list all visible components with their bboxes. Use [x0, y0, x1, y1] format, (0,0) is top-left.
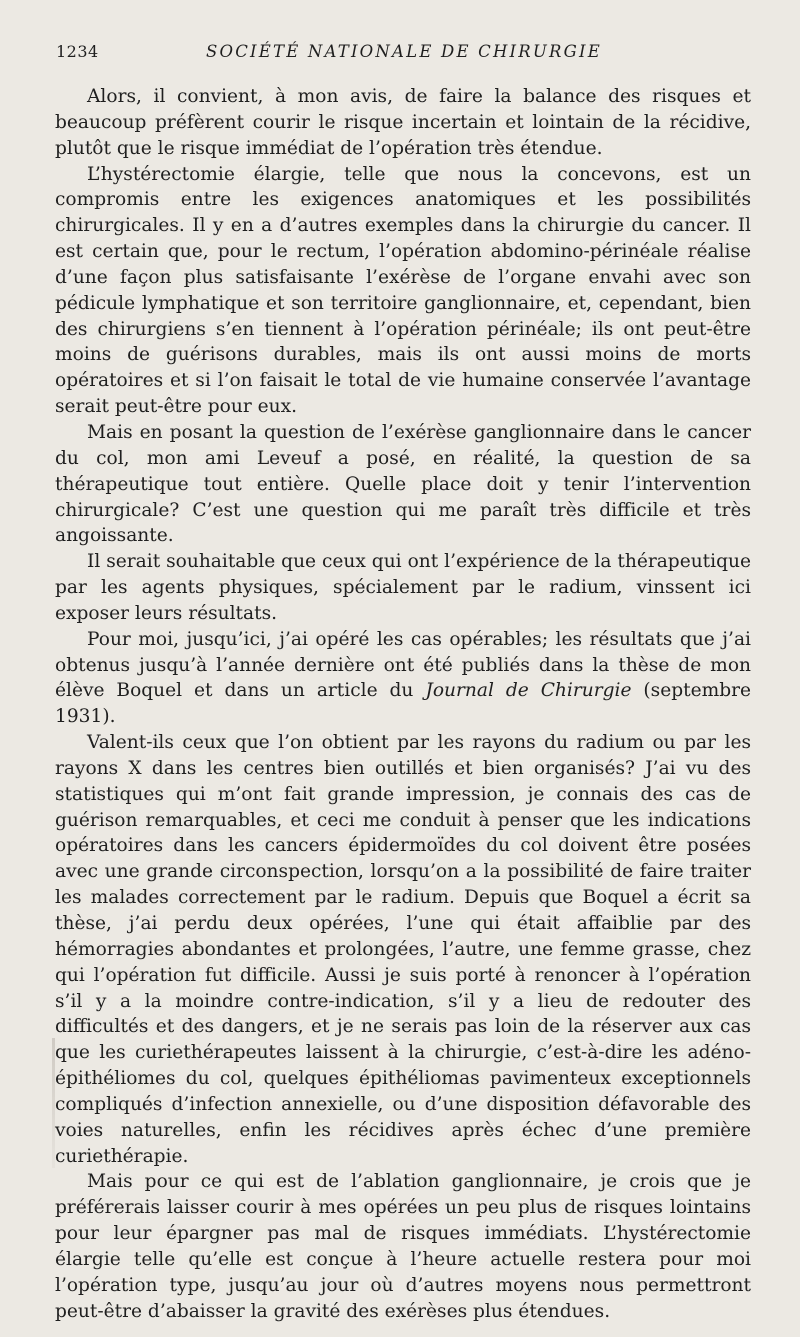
running-title: SOCIÉTÉ NATIONALE DE CHIRURGIE [206, 42, 602, 61]
paragraph-1: Alors, il convient, à mon avis, de faire la balance des risques et beaucoup préfèrent courir le risque incertain et lointain de la récidive, plutôt que le risque immédiat de l’opération très étendue. [55, 86, 751, 159]
paragraph-3: Mais en posant la question de l’exérèse ganglionnaire dans le cancer du col, mon ami Leveuf a posé, en réalité, la question de sa thérapeutique tout entière. Quelle place doit y tenir l’intervention chirurgicale? C’est une question qui me paraît très difficile et très angoissante. [55, 421, 751, 547]
paragraph-6: Valent-ils ceux que l’on obtient par les rayons du radium ou par les rayons X dans les centres bien outillés et bien organisés? J’ai vu des statistiques qui m’ont fait grande impression, je connais des cas de guérison remarquables, et ceci me conduit à penser que les indications opératoires dans les cancers épidermoïdes du col doivent être posées avec une grande circonspection, lorsqu’on a la possibilité de faire traiter les malades correctement par le radium. Depuis que Boquel a écrit sa thèse, j’ai perdu deux opérées, l’une qui était affaiblie par des hémorragies abondantes et prolongées, l’autre, une femme grasse, chez qui l’opération fut difficile. Aussi je suis porté à renoncer à l’opération s’il y a la moindre contre-indication, s’il y a lieu de redouter des difficultés et des dangers, et je ne serais pas loin de la réserver aux cas que les curiethérapeutes laissent à la chirurgie, c’est-à-dire les adéno-épithéliomes du col, quelques épithéliomas pavimenteux exceptionnels compliqués d’infection annexielle, ou d’une disposition défavorable des voies naturelles, enfin les récidives après échec d’une première curiethérapie. [55, 732, 751, 1167]
paragraph-5 [55, 627, 751, 730]
paragraph-5-text-start: Pour moi, jusqu’ici, j’ai opéré les cas opérables; les résultats que j’ai obtenus jusqu’à l’année dernière ont été publiés dans la thèse de mon élève Boquel et dans un article du [55, 628, 751, 702]
margin-stain [52, 1038, 55, 1168]
page-number: 1234 [56, 42, 99, 61]
paragraph-4: Il serait souhaitable que ceux qui ont l’expérience de la thérapeutique par les agents physiques, spécialement par le radium, vinssent ici exposer leurs résultats. [55, 551, 751, 624]
body-text [55, 84, 751, 1325]
page-header [56, 42, 742, 68]
paragraph-5-text-end: (septembre 1931). [55, 680, 752, 728]
paragraph-7: Mais pour ce qui est de l’ablation ganglionnaire, je crois que je préférerais laisser courir à mes opérées un peu plus de risques lointains pour leur épargner pas mal de risques immédiats. L’hystérectomie élargie telle qu’elle est conçue à l’heure actuelle restera pour moi l’opération type, jusqu’au jour où d’autres moyens nous permettront peut-être d’abaisser la gravité des exérèses plus étendues. [55, 1171, 751, 1322]
paragraph-2: L’hystérectomie élargie, telle que nous la concevons, est un compromis entre les exigences anatomiques et les possibilités chirurgicales. Il y en a d’autres exemples dans la chirurgie du cancer. Il est certain que, pour le rectum, l’opération abdomino-périnéale réalise d’une façon plus satisfaisante l’exérèse de l’organe envahi avec son pédicule lymphatique et son territoire ganglionnaire, et, cependant, bien des chirurgiens s’en tiennent à l’opération périnéale; ils ont peut-être moins de guérisons durables, mais ils ont aussi moins de morts opératoires et si l’on faisait le total de vie humaine conservée l’avantage serait peut-être pour eux. [55, 163, 751, 418]
journal-title: Journal de Chirurgie [425, 680, 632, 702]
